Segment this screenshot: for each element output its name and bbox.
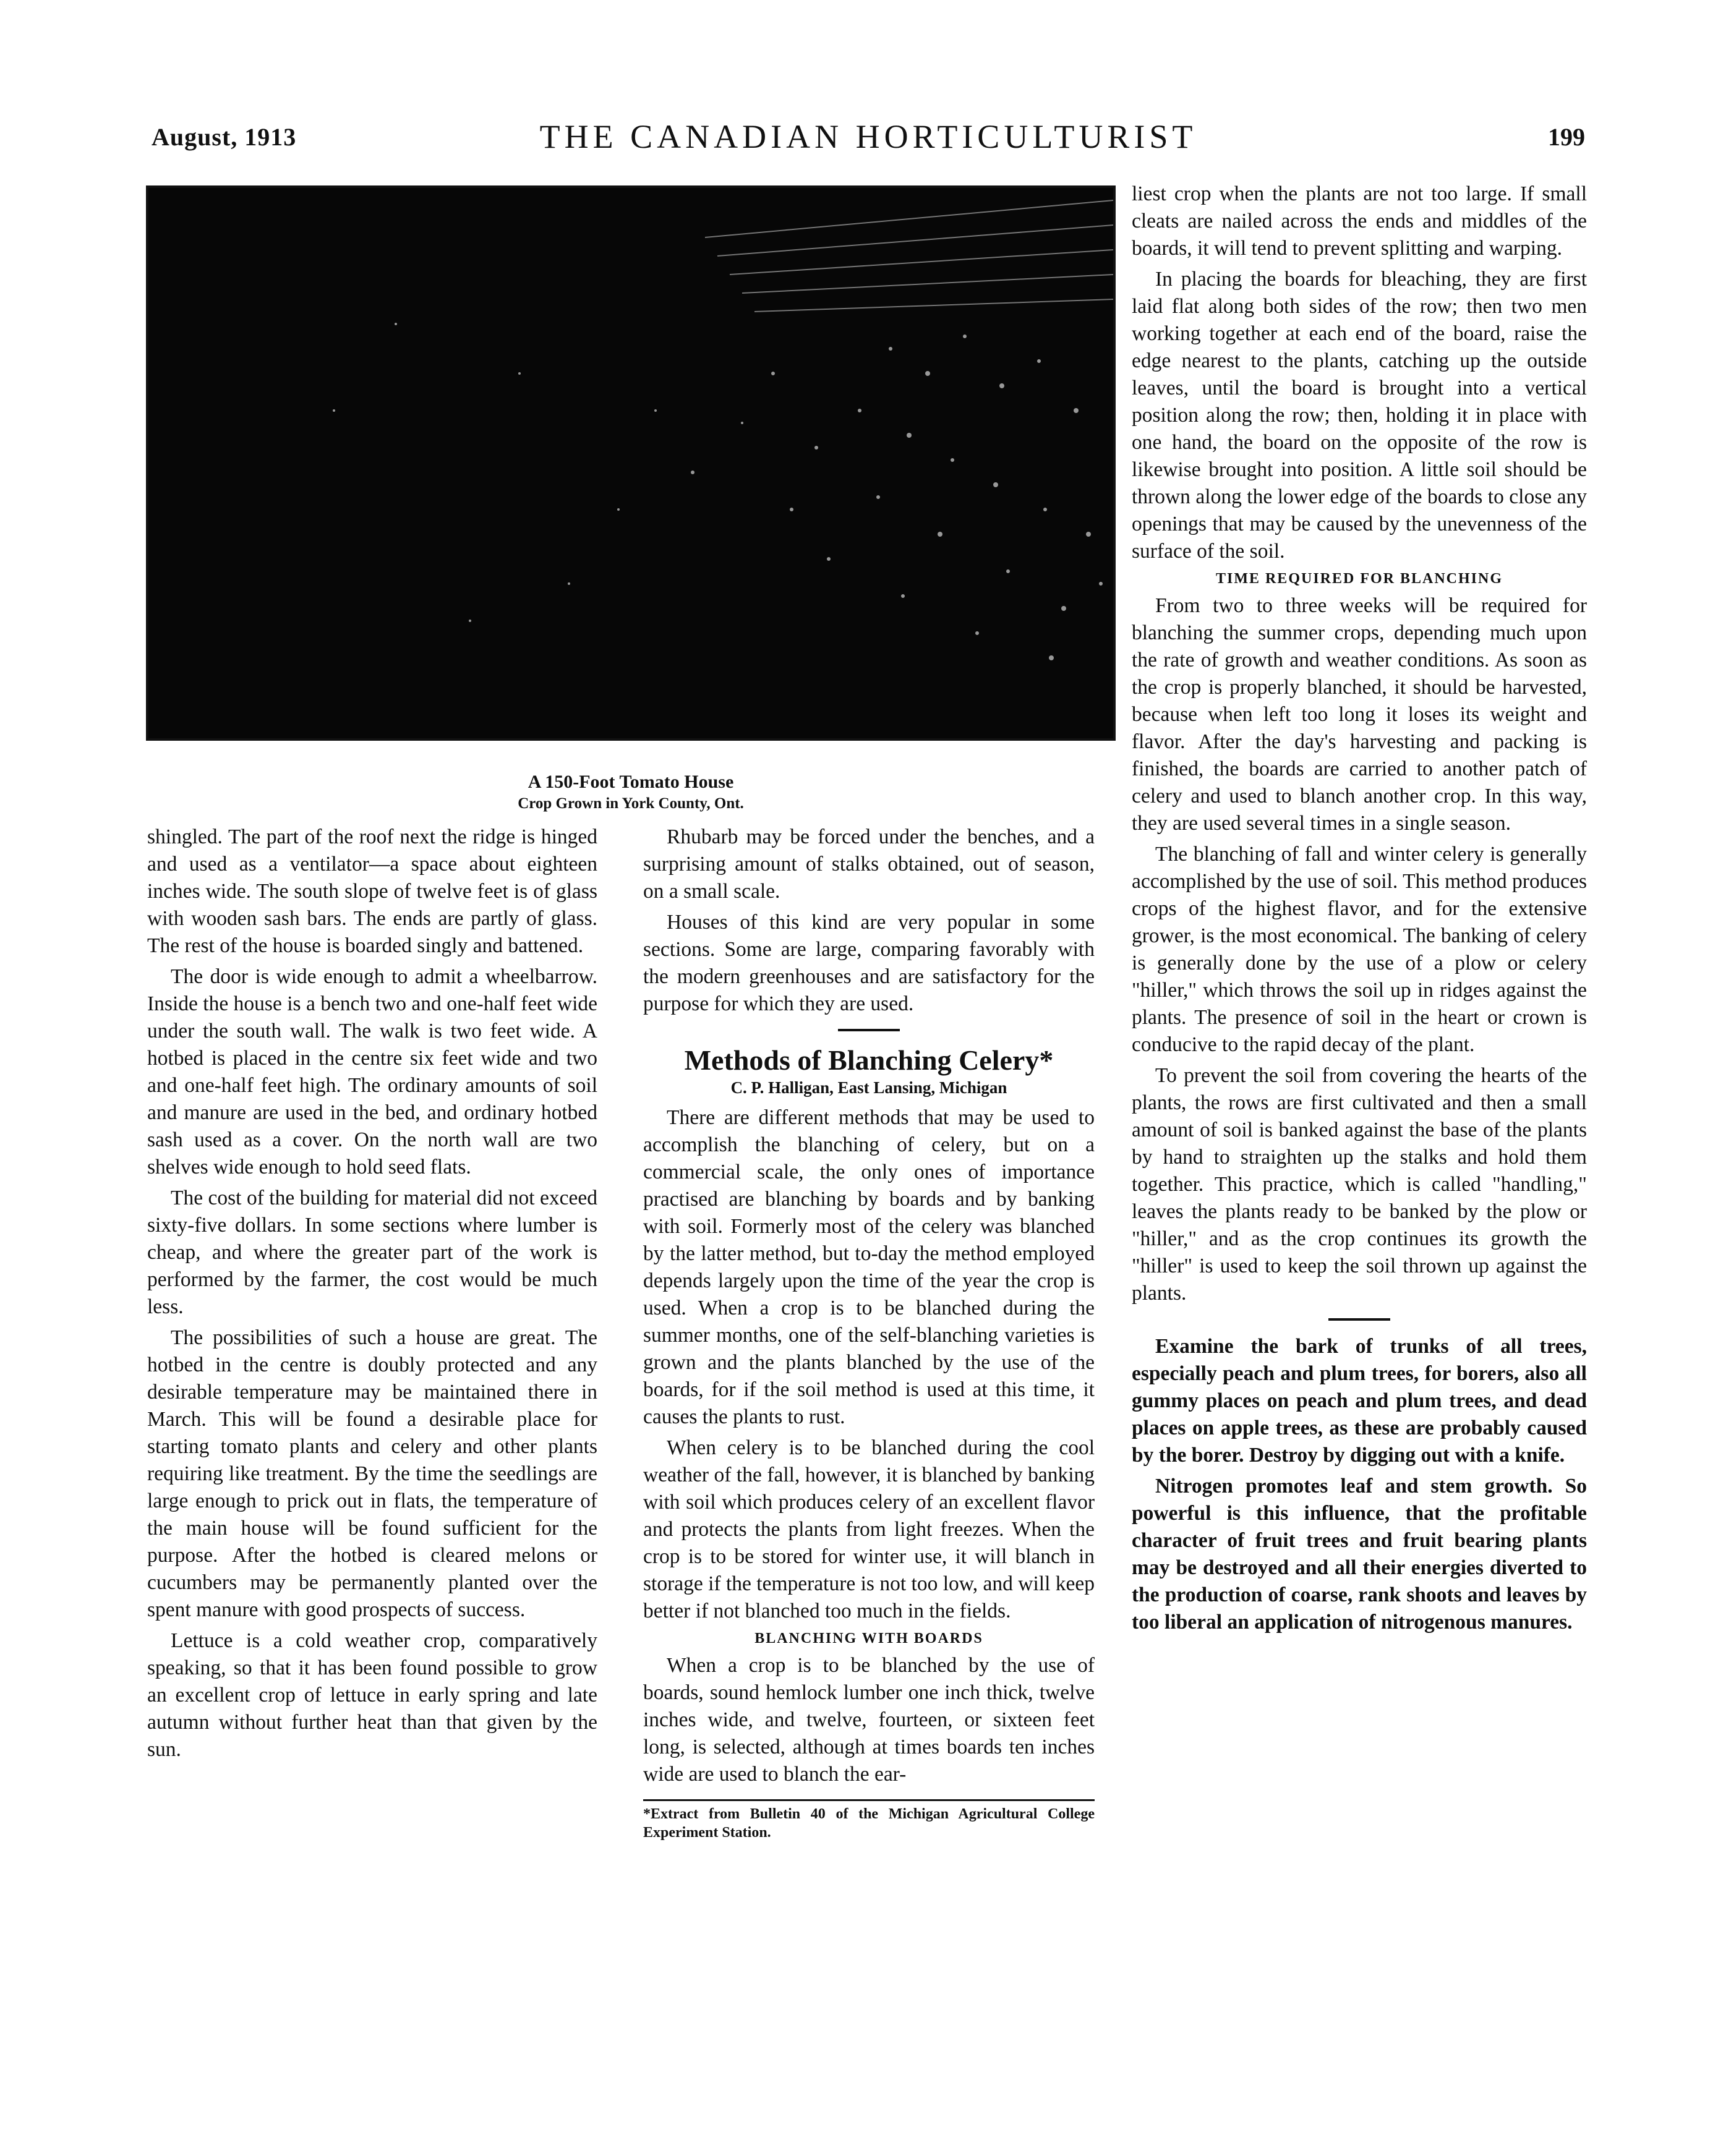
photo-caption <box>146 772 1116 812</box>
paragraph: Lettuce is a cold weather crop, comparatively speaking, so that it has been found possible to grow an excellent crop of lettuce in early spring and late autumn without further heat than that given by the sun. <box>147 1629 597 1761</box>
paragraph: liest crop when the plants are not too large. If small cleats are nailed across the ends and middles of the boards, it will tend to prevent splitting and warping. <box>1132 182 1587 260</box>
paragraph: Rhubarb may be forced under the benches, and a surprising amount of stalks obtained, out of season, on a small scale. <box>643 825 1095 903</box>
section-subhead: BLANCHING WITH BOARDS <box>754 1630 983 1647</box>
column-middle <box>643 824 1095 1842</box>
paragraph: To prevent the soil from covering the hearts of the plants, the rows are first cultivated and then a small amount of soil is banked against the base of the plants by hand to straighten up the stalks and hold them together. This practice, which is called "handling," leaves the plants ready to be banked by the plow or "hiller," and as the crop continues its growth the "hiller" is used to keep the soil thrown up against the plants. <box>1132 1064 1587 1305</box>
publication-title: THE CANADIAN HORTICULTURIST <box>539 118 1197 155</box>
paragraph: The possibilities of such a house are great. The hotbed in the centre is doubly protected and any desirable temperature may be maintained there in March. This will be found a desirable place for starting tomato plants and celery and other plants requiring like treatment. By the time the seedlings are large enough to prick out in flats, the temperature of the main house will be found sufficient for the purpose. After the hotbed is cleared melons or cucumbers may be permanently planted over the spent manure with good prospects of success. <box>147 1326 597 1621</box>
caption-title: A 150-Foot Tomato House <box>528 772 734 792</box>
section-divider <box>1328 1318 1390 1321</box>
caption-subtitle: Crop Grown in York County, Ont. <box>518 795 744 812</box>
section-subhead: TIME REQUIRED FOR BLANCHING <box>1215 571 1503 587</box>
column-left <box>147 824 597 1767</box>
paragraph: shingled. The part of the roof next the ridge is hinged and used as a ventilator—a space about eighteen inches wide. The south slope of twelve feet is of glass with wooden sash bars. The ends are partly of glass. The rest of the house is boarded singly and battened. <box>147 825 597 957</box>
page-header <box>152 117 1585 167</box>
paragraph: Examine the bark of trunks of all trees, especially peach and plum trees, for borers, also all gummy places on peach and plum trees, and dead places on apple trees, as these are probably caused by the borer. Destroy by digging out with a knife. <box>1132 1335 1587 1467</box>
article-title: Methods of Blanching Celery* <box>684 1044 1054 1076</box>
paragraph: The blanching of fall and winter celery is generally accomplished by the use of soil. This method produces crops of the highest flavor, and for the extensive grower, is the most economical. The banking of celery is generally done by the use of a plow or celery "hiller," which throws the soil up in ridges against the plants. The presence of soil in the heart or crown is conducive to the rapid decay of the plant. <box>1132 843 1587 1056</box>
tomato-house-photo <box>146 185 1116 741</box>
column-right <box>1132 181 1587 1640</box>
paragraph: Nitrogen promotes leaf and stem growth. So powerful is this influence, that the profitable character of fruit trees and fruit bearing plants may be destroyed and all their energies diverted to the production of coarse, rank shoots and leaves by too liberal an application of nitrogenous manures. <box>1132 1475 1587 1634</box>
paragraph: There are different methods that may be used to accomplish the blanching of celery, but on a commercial scale, the only ones of importance practised are blanching by boards and by banking with soil. Formerly most of the celery was blanched by the latter method, but to-day the method employed depends largely upon the time of the year the crop is used. When a crop is to be blanched during the summer months, one of the self-blanching varieties is grown and the plants blanched by the use of the boards, for if the soil method is used at this time, it causes the plants to rust. <box>643 1106 1095 1428</box>
paragraph: In placing the boards for bleaching, they are first laid flat along both sides of the row; then two men working together at each end of the board, raise the edge nearest to the plants, catching up the outside leaves, until the board is brought into a vertical position along the row; then, holding it in place with one hand, the board on the opposite of the row is likewise brought into position. A little soil should be thrown along the lower edge of the boards to close any openings that may be caused by the unevenness of the surface of the soil. <box>1132 268 1587 563</box>
paragraph: When celery is to be blanched during the cool weather of the fall, however, it is blanched by banking with soil which produces celery of an excellent flavor and protects the plants from light freezes. When the crop is to be stored for winter use, it will blanch in storage if the temperature is not too low, and will keep better if not blanched too much in the fields. <box>643 1436 1095 1622</box>
paragraph: The cost of the building for material did not exceed sixty-five dollars. In some sections where lumber is cheap, and where the greater part of the work is performed by the farmer, the cost would be much less. <box>147 1187 597 1318</box>
paragraph: From two to three weeks will be required for blanching the summer crops, depending much upon the rate of growth and weather conditions. As soon as the crop is properly blanched, it should be harvested, because when left too long it loses its weight and flavor. After the day's harvesting and packing is finished, the boards are carried to another patch of celery and used to blanch another crop. In this way, they are used several times in a single season. <box>1132 594 1587 835</box>
footnote: *Extract from Bulletin 40 of the Michigan Agricultural College Experiment Station. <box>643 1799 1095 1842</box>
paragraph: The door is wide enough to admit a wheelbarrow. Inside the house is a bench two and one-half feet wide under the south wall. The walk is two feet wide. A hotbed is placed in the centre six feet wide and two and one-half feet high. The ordinary amounts of soil and manure are used in the bed, and ordinary hotbed sash used as a cover. On the north wall are two shelves wide enough to hold seed flats. <box>147 965 597 1178</box>
article-byline: C. P. Halligan, East Lansing, Michigan <box>730 1078 1007 1097</box>
paragraph: When a crop is to be blanched by the use of boards, sound hemlock lumber one inch thick, twelve inches wide, and twelve, fourteen, or sixteen feet long, is selected, although at times boards ten inches wide are used to blanch the ear- <box>643 1654 1095 1786</box>
paragraph: Houses of this kind are very popular in some sections. Some are large, comparing favorably with the modern greenhouses and are satisfactory for the purpose for which they are used. <box>643 911 1095 1015</box>
issue-date: August, 1913 <box>152 123 297 151</box>
page-number: 199 <box>1548 123 1585 151</box>
section-divider <box>838 1029 900 1031</box>
photo-image <box>148 188 1113 738</box>
